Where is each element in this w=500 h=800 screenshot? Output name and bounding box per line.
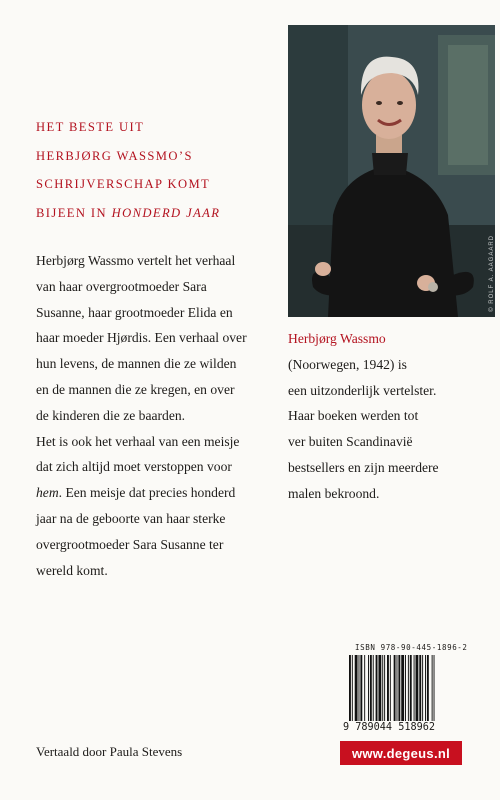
barcode-bar <box>416 655 419 721</box>
barcode-bar <box>422 655 423 721</box>
author-portrait-illustration <box>288 25 495 317</box>
translator-credit: Vertaald door Paula Stevens <box>36 744 183 759</box>
blurb-line: dat zich altijd moet verstoppen voor <box>36 459 232 475</box>
isbn-barcode <box>343 643 468 738</box>
barcode-bar <box>401 655 404 721</box>
author-bio-line: Haar boeken werden tot <box>288 408 419 424</box>
blurb-line: wereld komt. <box>36 562 108 578</box>
barcode-bar <box>405 655 406 721</box>
barcode-bar <box>419 655 421 721</box>
headline-line-4-prefix: BIJEEN IN <box>36 205 108 220</box>
blurb-line: en de mannen die ze kregen, en over <box>36 381 235 397</box>
barcode-bar <box>394 655 396 721</box>
barcode-bar <box>364 655 365 721</box>
author-name: Herbjørg Wassmo <box>288 331 386 346</box>
blurb-line: van haar overgrootmoeder Sara <box>36 278 207 294</box>
blurb-line-rest: . Een meisje dat precies honderd <box>58 485 236 501</box>
publisher-website[interactable]: www.degeus.nl <box>340 741 462 765</box>
blurb-line: hun levens, de mannen die ze wilden <box>36 356 237 372</box>
blurb-line: Het is ook het verhaal van een meisje <box>36 433 240 449</box>
isbn-label: ISBN 978-90-445-1896-2 <box>355 643 468 652</box>
barcode-bar <box>384 655 385 721</box>
blurb-line: Herbjørg Wassmo vertelt het verhaal <box>36 253 236 268</box>
author-bio-line: ver buiten Scandinavië <box>288 434 413 450</box>
author-photo <box>288 25 495 317</box>
blurb-line: haar moeder Hjørdis. Een verhaal over <box>36 330 247 346</box>
author-bio-line: (Noorwegen, 1942) is <box>288 356 407 372</box>
blurb-emphasis-hem: hem <box>36 485 59 501</box>
barcode-bar <box>390 655 391 721</box>
barcode-bars <box>343 655 461 725</box>
barcode-bar <box>349 655 351 721</box>
barcode-bar <box>376 655 378 721</box>
barcode-bar <box>427 655 429 721</box>
barcode-bar <box>382 655 383 721</box>
barcode-bar <box>359 655 360 721</box>
barcode-digits: 9 789044 518962 <box>343 722 436 733</box>
headline-line-3: SCHRIJVERSCHAP KOMT <box>36 177 211 191</box>
author-bio-line: een uitzonderlijk vertelster. <box>288 382 437 398</box>
barcode-bar <box>398 655 400 721</box>
blurb-line: overgrootmoeder Sara Susanne ter <box>36 536 224 552</box>
blurb <box>36 248 286 583</box>
photo-credit: © ROLF A. AAGAARD <box>489 235 495 312</box>
barcode-bar <box>355 655 358 721</box>
barcode-bar <box>373 655 374 721</box>
barcode-bar <box>434 655 435 721</box>
author-bio <box>288 326 488 507</box>
author-bio-line: malen bekroond. <box>288 485 380 501</box>
barcode-bar <box>432 655 433 721</box>
blurb-line: de kinderen die ze baarden. <box>36 407 186 423</box>
headline-book-title: HONDERD JAAR <box>111 205 221 220</box>
blurb-line: Susanne, haar grootmoeder Elida en <box>36 304 233 320</box>
barcode-bar <box>378 655 381 721</box>
headline-line-4 <box>36 199 286 228</box>
barcode-bar <box>397 655 398 721</box>
barcode-bar <box>387 655 389 721</box>
barcode-bar <box>360 655 362 721</box>
headline-line-1: HET BESTE UIT <box>36 120 145 134</box>
barcode-bar <box>425 655 426 721</box>
barcode-bar <box>408 655 409 721</box>
barcode-bar <box>352 655 353 721</box>
barcode-bar <box>368 655 369 721</box>
author-bio-line: bestsellers en zijn meerdere <box>288 459 439 475</box>
barcode-bar <box>370 655 372 721</box>
headline-line-2: HERBJØRG WASSMO’S <box>36 148 193 163</box>
headline <box>36 113 286 227</box>
barcode-bar <box>410 655 412 721</box>
barcode-bar <box>414 655 415 721</box>
blurb-line: jaar na de geboorte van haar sterke <box>36 510 226 526</box>
blurb-line <box>36 480 286 506</box>
